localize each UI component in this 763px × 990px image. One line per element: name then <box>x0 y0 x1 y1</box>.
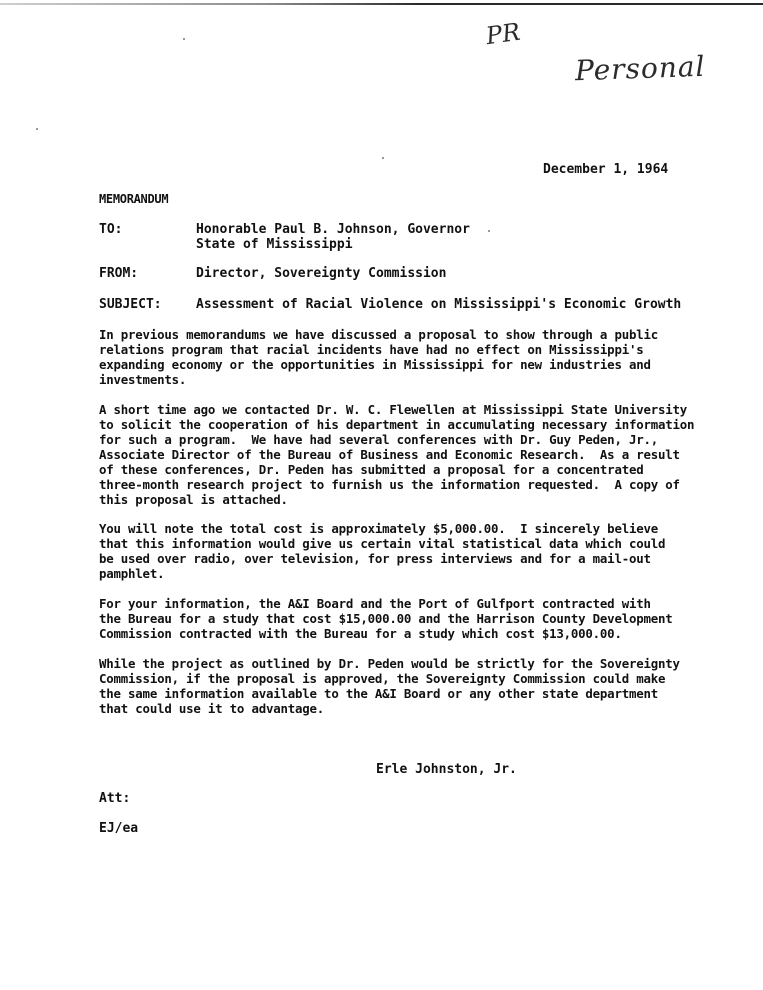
body-paragraph-5: While the project as outlined by Dr. Peden would be strictly for the Sovereignty Commission, if the proposal is approved, the Sovereignty Commission could make the same information available to the A&I Board or any other state department that could use it to advantage. <box>99 656 680 716</box>
body-paragraph-4: For your information, the A&I Board and the Port of Gulfport contracted with the Bureau for a study that cost $15,000.00 and the Harrison County Development Commission contracted with the Bureau for a study which cost $13,000.00. <box>99 596 673 641</box>
to-recipient <box>196 222 470 252</box>
to-recipient-line-2: State of Mississippi <box>196 237 353 252</box>
handwritten-initials: PR <box>484 17 523 51</box>
memo-date: December 1, 1964 <box>543 162 669 177</box>
to-recipient-line-1: Honorable Paul B. Johnson, Governor <box>196 222 470 237</box>
scan-edge-rule <box>0 3 763 5</box>
scan-speck <box>36 128 38 130</box>
subject-text: Assessment of Racial Violence on Mississippi's Economic Growth <box>196 297 682 312</box>
scan-speck <box>382 157 384 159</box>
subject-label: SUBJECT: <box>99 297 162 312</box>
handwritten-personal-note: Personal <box>574 49 706 88</box>
memo-heading: MEMORANDUM <box>99 192 169 206</box>
from-label: FROM: <box>99 266 139 281</box>
body-paragraph-1: In previous memorandums we have discussed a proposal to show through a public relations program that racial incidents have had no effect on Mississippi's expanding economy or the opportunities in Mississippi for new industries and investments. <box>99 327 659 387</box>
scan-speck <box>183 38 185 40</box>
body-paragraph-3: You will note the total cost is approximately $5,000.00. I sincerely believe that this information would give us certain vital statistical data which could be used over radio, over television, for press interviews and for a mail-out pamphlet. <box>99 521 666 581</box>
scan-speck <box>488 230 490 232</box>
attachment-label: Att: <box>99 791 131 806</box>
signature-name: Erle Johnston, Jr. <box>376 762 517 777</box>
to-label: TO: <box>99 222 123 237</box>
body-paragraph-2: A short time ago we contacted Dr. W. C. Flewellen at Mississippi State University to solicit the cooperation of his department in accumulating necessary information for such a program. We have had several conferences with Dr. Guy Peden, Jr., Associate Director of the Bureau of Business and Economic Research. As a result of these conferences, Dr. Peden has submitted a proposal for a concentrated three-month research project to furnish us the information requested. A copy of this proposal is attached. <box>99 402 695 507</box>
from-sender: Director, Sovereignty Commission <box>196 266 447 281</box>
reference-initials: EJ/ea <box>99 821 139 836</box>
